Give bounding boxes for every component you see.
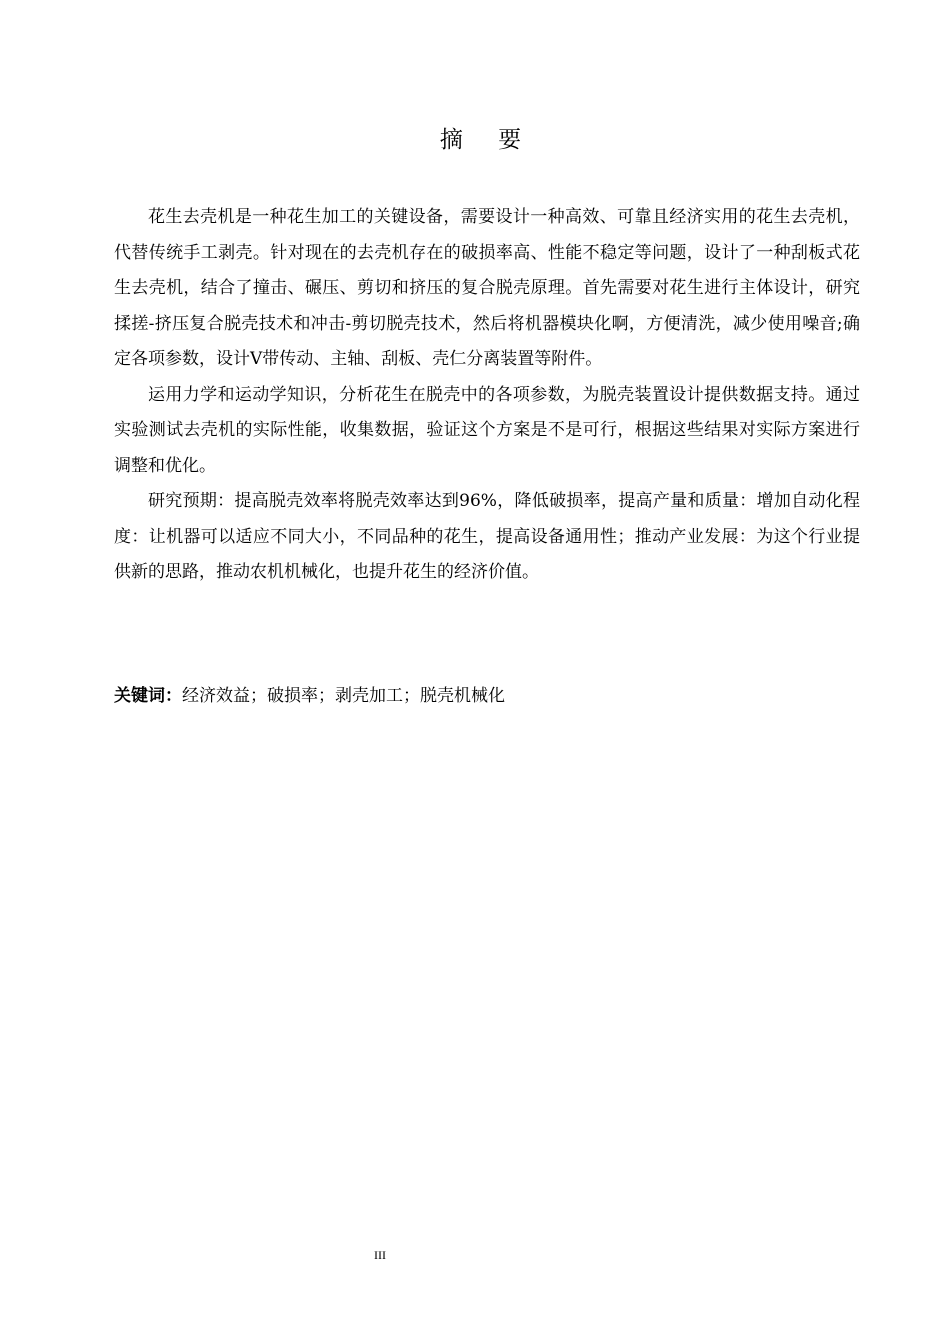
page-number: III xyxy=(374,1248,386,1262)
keywords-label: 关键词： xyxy=(114,686,182,706)
abstract-paragraph-2: 运用力学和运动学知识，分析花生在脱壳中的各项参数，为脱壳装置设计提供数据支持。通过实验测试去壳机的实际性能，收集数据，验证这个方案是不是可行，根据这些结果对实际方案进行调整和优化。 xyxy=(114,384,860,476)
keywords-list: 经济效益；破损率；剥壳加工；脱壳机械化 xyxy=(182,686,505,706)
page-title: 摘 要 xyxy=(439,127,536,153)
abstract-body xyxy=(114,200,860,591)
keywords-line xyxy=(114,679,860,714)
abstract-paragraph-1: 花生去壳机是一种花生加工的关键设备，需要设计一种高效、可靠且经济实用的花生去壳机，代替传统手工剥壳。针对现在的去壳机存在的破损率高、性能不稳定等问题，设计了一种刮板式花生去壳机，结合了撞击、碾压、剪切和挤压的复合脱壳原理。首先需要对花生进行主体设计，研究揉搓-挤压复合脱壳技术和冲击-剪切脱壳技术，然后将机器模块化啊，方便清洗，减少使用噪音;确定各项参数，设计V带传动、主轴、刮板、壳仁分离装置等附件。 xyxy=(114,207,860,369)
abstract-paragraph-3: 研究预期：提高脱壳效率将脱壳效率达到96%，降低破损率，提高产量和质量：增加自动化程度：让机器可以适应不同大小，不同品种的花生，提高设备通用性；推动产业发展：为这个行业提供新的思路，推动农机机械化，也提升花生的经济价值。 xyxy=(114,491,860,582)
